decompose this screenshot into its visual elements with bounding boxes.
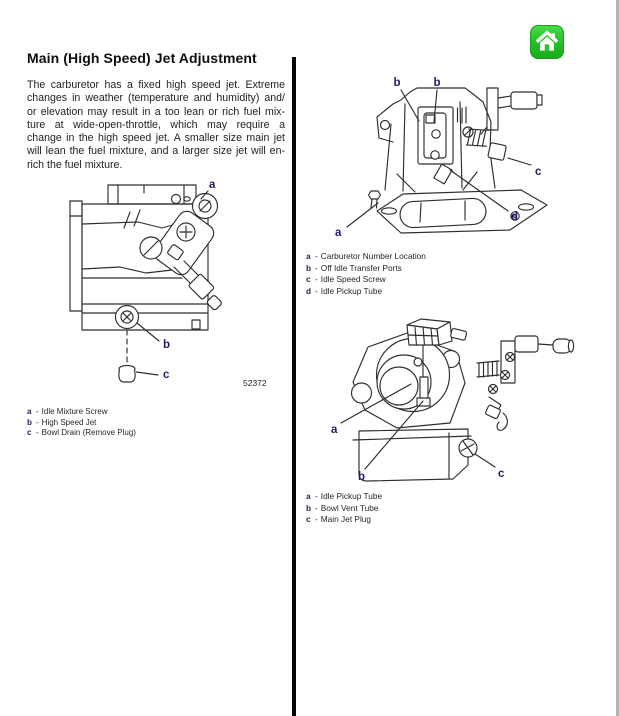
paragraph-line: will lean the fuel mixture, and a larger size jet will en- [27,145,285,158]
callout-c: c [163,369,170,381]
legend-label: Idle Pickup Tube [320,491,383,501]
legend-row [306,251,426,263]
figure-side-view-drawing [58,170,290,392]
legend-key: b [306,262,312,273]
legend-key: c [27,428,32,438]
callout-b: b [358,471,366,483]
legend-separator: - [315,251,318,261]
legend-label: Bowl Drain (Remove Plug) [41,428,136,438]
paragraph-line: The carburetor has a fixed high speed jet. Extreme [27,79,285,91]
legend-label: Off Idle Transfer Ports [320,262,402,273]
legend-key: c [306,514,311,525]
legend-rear-view [306,251,426,298]
callout-c: c [498,468,505,480]
legend-key: b [27,417,32,427]
legend-side-view [27,407,136,439]
legend-row [306,286,426,298]
home-icon [534,29,560,55]
callout-a: a [331,424,338,436]
legend-key: d [306,286,312,297]
legend-separator: - [36,407,39,416]
paragraph-line: or elevation may result in a too lean or rich fuel mix- [27,105,285,118]
paragraph-line: ture at wide-open-throttle, which may require a [27,118,285,131]
paragraph-line: change in the high speed jet. A smaller size main jet [27,132,285,145]
legend-separator: - [315,491,318,501]
legend-key: c [306,274,311,285]
legend-key: a [306,491,311,501]
legend-separator: - [36,417,39,427]
legend-key: a [27,407,32,416]
legend-label: Idle Speed Screw [320,274,386,285]
intro-paragraph [27,79,285,172]
legend-front-view [306,491,382,526]
callout-a: a [335,227,342,239]
figure-rear-view-drawing [305,62,610,244]
paragraph-line: changes in weather (temperature and humidity) and/ [27,92,285,105]
legend-separator: - [36,428,39,438]
callout-a: a [209,179,216,191]
callout-b: b [163,339,171,351]
legend-row [306,491,382,503]
legend-row [27,418,136,429]
legend-separator: - [315,286,318,297]
paragraph-line: rich the fuel mixture. [27,158,123,171]
legend-label: Main Jet Plug [320,514,372,525]
legend-label: Idle Mixture Screw [41,407,108,416]
legend-label: Carburetor Number Location [320,251,426,261]
callout-d: d [511,211,519,223]
callout-b1: b [393,77,401,89]
callout-b2: b [433,77,441,89]
page-title: Main (High Speed) Jet Adjustment [27,50,257,66]
legend-separator: - [315,514,318,525]
legend-label: Idle Pickup Tube [320,286,383,297]
legend-key: b [306,502,312,513]
home-button[interactable] [530,25,564,59]
column-divider [292,57,296,716]
figure-front-view-drawing [303,305,608,487]
callout-c: c [535,166,542,178]
legend-separator: - [315,274,318,285]
legend-row [306,263,426,275]
legend-row [306,514,382,526]
legend-row [27,428,136,439]
legend-label: High Speed Jet [41,417,97,427]
legend-row [27,407,136,418]
legend-label: Bowl Vent Tube [320,502,379,513]
legend-key: a [306,251,311,261]
legend-row [306,503,382,515]
figure-number: 52372 [243,378,267,388]
legend-row [306,274,426,286]
legend-separator: - [315,502,318,513]
legend-separator: - [315,262,318,273]
